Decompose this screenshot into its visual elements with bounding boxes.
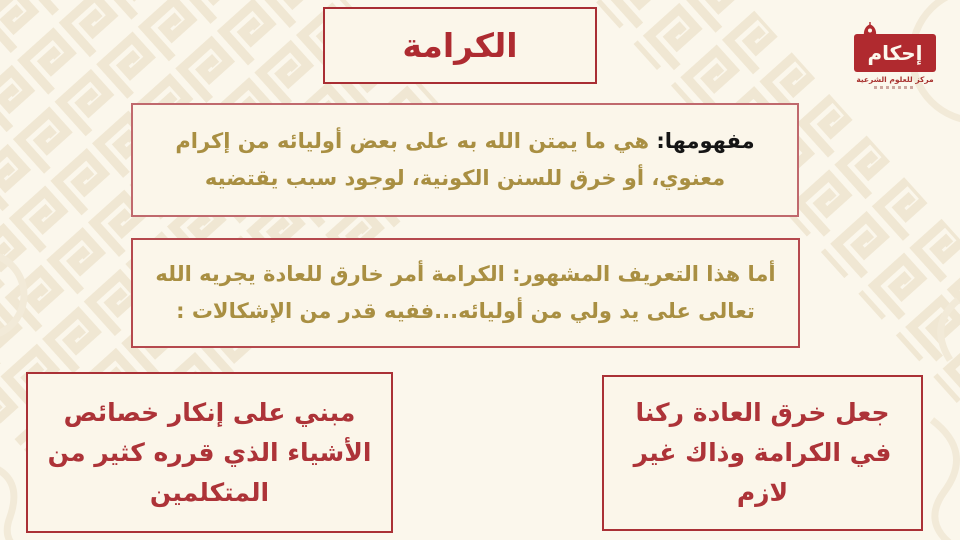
logo [843, 20, 947, 100]
objection-left-text: مبني على إنكار خصائص الأشياء الذي قرره كثير من المتكلمين [47, 397, 372, 507]
concept-label: مفهومها: [656, 129, 755, 154]
objection-box-left [26, 372, 393, 533]
concept-text: هي ما يمتن الله به على بعض أوليائه من إكرام معنوي، أو خرق للسنن الكونية، لوجود سبب يقتضيه [175, 129, 726, 190]
definition-box [131, 238, 800, 348]
logo-tagline-decoration [874, 86, 916, 89]
objection-box-right [602, 375, 923, 531]
objection-right-text: جعل خرق العادة ركنا في الكرامة وذاك غير لازم [633, 398, 892, 507]
dome-icon [862, 22, 878, 37]
slide-title: الكرامة [402, 26, 518, 65]
title-box [323, 7, 597, 84]
logo-wordmark: إحكام [867, 41, 923, 65]
definition-text: أما هذا التعريف المشهور: الكرامة أمر خارق للعادة يجريه الله تعالى على يد ولي من أوليائه...ففيه قدر من الإشكالات : [155, 262, 776, 323]
logo-subtitle: مركز للعلوم الشرعية [856, 75, 934, 84]
logo-mark [854, 34, 936, 72]
concept-box [131, 103, 799, 217]
